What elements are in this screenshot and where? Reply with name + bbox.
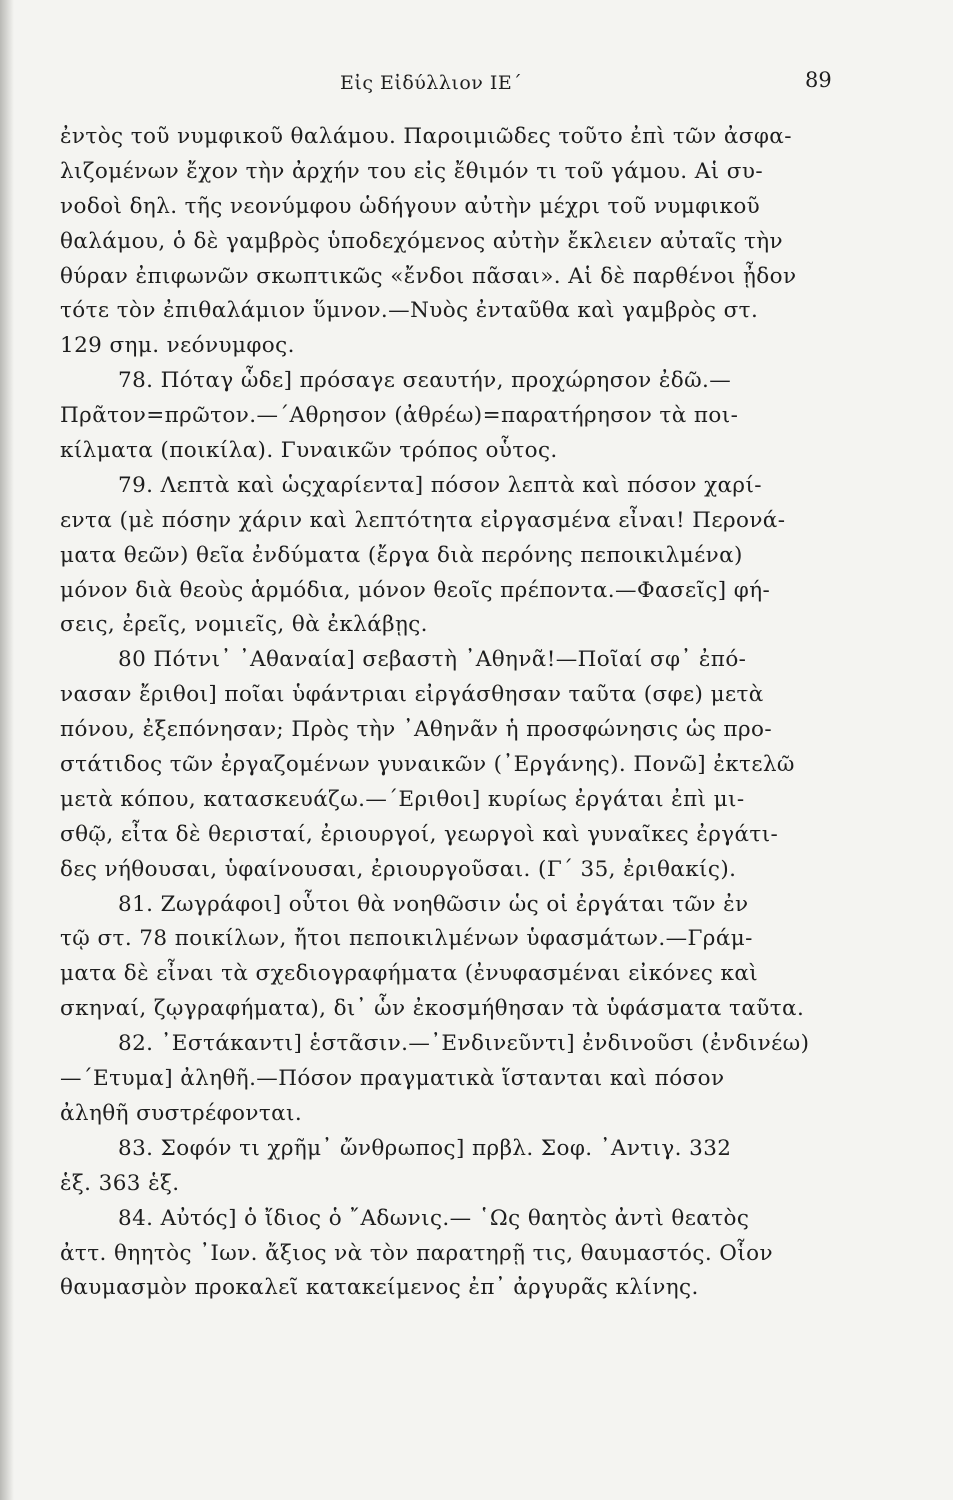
text-line: μετὰ κόπου, κατασκευάζω.—΄Εριθοι] κυρίως ἐργάται ἐπὶ μι- — [60, 786, 745, 812]
text-line: θύραν ἐπιφωνῶν σκωπτικῶς «ἔνδοι πᾶσαι». Αἱ δὲ παρθένοι ᾖδον — [60, 263, 797, 289]
text-line: θαυμασμὸν προκαλεῖ κατακείμενος ἐπ᾿ ἀργυρᾶς κλίνης. — [60, 1275, 699, 1301]
text-line: κίλματα (ποικίλα). Γυναικῶν τρόπος οὗτος. — [60, 438, 558, 464]
text-line: θαλάμου, ὁ δὲ γαμβρὸς ὑποδεχόμενος αὐτὴν ἔκλειεν αὐταῖς τὴν — [60, 228, 784, 254]
note-82-line: 82. ᾿Εστάκαντι] ἑστᾶσιν.—᾿Ενδινεῦντι] ἐνδινοῦσι (ἐνδινέω) — [118, 1031, 810, 1057]
note-81-line: 81. Ζωγράφοι] οὗτοι θὰ νοηθῶσιν ὡς οἱ ἐργάται τῶν ἐν — [118, 891, 749, 917]
text-line: τότε τὸν ἐπιθαλάμιον ὕμνον.—Νυὸς ἐνταῦθα καὶ γαμβρὸς στ. — [60, 298, 759, 324]
text-line: ματα θεῶν) θεῖα ἐνδύματα (ἔργα διὰ περόνης πεποικιλμένα) — [60, 542, 743, 568]
text-line: τῷ στ. 78 ποικίλων, ἤτοι πεποικιλμένων ὑφασμάτων.—Γράμ- — [60, 926, 753, 952]
note-78-line: 78. Πόταγ ὧδε] πρόσαγε σεαυτήν, προχώρησον ἐδῶ.— — [118, 368, 732, 394]
text-line: ἑξ. 363 ἑξ. — [60, 1170, 180, 1196]
text-line: σεις, ἐρεῖς, νομιεῖς, θὰ ἐκλάβῃς. — [60, 612, 428, 638]
note-79-line: 79. Λεπτὰ καὶ ὡςχαρίεντα] πόσον λεπτὰ καὶ πόσον χαρί- — [118, 472, 762, 498]
text-line: —΄Ετυμα] ἀληθῆ.—Πόσον πραγματικὰ ἵστανται καὶ πόσον — [60, 1066, 725, 1092]
text-line: Πρᾶτον=πρῶτον.—΄Αθρησον (ἀθρέω)=παρατήρησον τὰ ποι- — [60, 403, 739, 429]
text-line: ἐντὸς τοῦ νυμφικοῦ θαλάμου. Παροιμιῶδες τοῦτο ἐπὶ τῶν ἀσφα- — [60, 124, 792, 149]
text-line: σθῷ, εἶτα δὲ θερισταί, ἐριουργοί, γεωργοὶ καὶ γυναῖκες ἐργάτι- — [60, 821, 779, 847]
text-line: σκηναί, ζῳγραφήματα), δι᾿ ὧν ἐκοσμήθησαν τὰ ὑφάσματα ταῦτα. — [60, 996, 805, 1022]
text-line: μόνον διὰ θεοὺς ἁρμόδια, μόνον θεοῖς πρέποντα.—Φασεῖς] φή- — [60, 577, 771, 603]
text-line: ἀληθῆ συστρέφονται. — [60, 1100, 303, 1126]
note-84-line: 84. Αὐτός] ὁ ἴδιος ὁ ῎Αδωνις.— ῾Ως θαητὸς ἀντὶ θεατὸς — [118, 1205, 750, 1231]
page-header — [0, 68, 953, 102]
running-head: Εἰς Εἰδύλλιον ΙΕ΄ — [340, 72, 523, 94]
text-line: στάτιδος τῶν ἐργαζομένων γυναικῶν (᾿Εργάνης). Πονῶ] ἐκτελῶ — [60, 752, 795, 778]
text-line: λιζομένων ἔχον τὴν ἀρχήν του εἰς ἔθιμόν τι τοῦ γάμου. Αἱ συ- — [60, 158, 763, 184]
text-line: νασαν ἔριθοι] ποῖαι ὑφάντριαι εἰργάσθησαν ταῦτα (σφε) μετὰ — [60, 682, 764, 708]
text-line: πόνου, ἐξεπόνησαν; Πρὸς τὴν ᾿Αθηνᾶν ἡ προσφώνησις ὡς προ- — [60, 717, 773, 743]
page-gutter-shadow — [0, 0, 14, 1500]
note-83-line: 83. Σοφόν τι χρῆμ᾿ ὤνθρωπος] πρβλ. Σοφ. ᾿Αντιγ. 332 — [118, 1135, 732, 1161]
text-line: νοδοὶ δηλ. τῆς νεονύμφου ὡδήγουν αὐτὴν μέχρι τοῦ νυμφικοῦ — [60, 193, 761, 219]
text-line: 129 σημ. νεόνυμφος. — [60, 333, 295, 359]
note-80-line: 80 Πότνι᾿ ᾿Αθαναία] σεβαστὴ ᾿Αθηνᾶ!—Ποῖαί σφ᾿ ἐπό- — [118, 647, 747, 673]
text-line: ματα δὲ εἶναι τὰ σχεδιογραφήματα (ἐνυφασμέναι εἰκόνες καὶ — [60, 961, 759, 987]
page-number: 89 — [805, 68, 832, 92]
text-line: δες νήθουσαι, ὑφαίνουσαι, ἐριουργοῦσαι. (Γ΄ 35, ἐριθακίς). — [60, 856, 737, 882]
commentary-text — [60, 120, 860, 1306]
text-line: εντα (μὲ πόσην χάριν καὶ λεπτότητα εἰργασμένα εἶναι! Περονά- — [60, 507, 786, 533]
text-line: ἀττ. θηητὸς ᾿Ιων. ἄξιος νὰ τὸν παρατηρῇ τις, θαυμαστός. Οἷον — [60, 1240, 773, 1266]
